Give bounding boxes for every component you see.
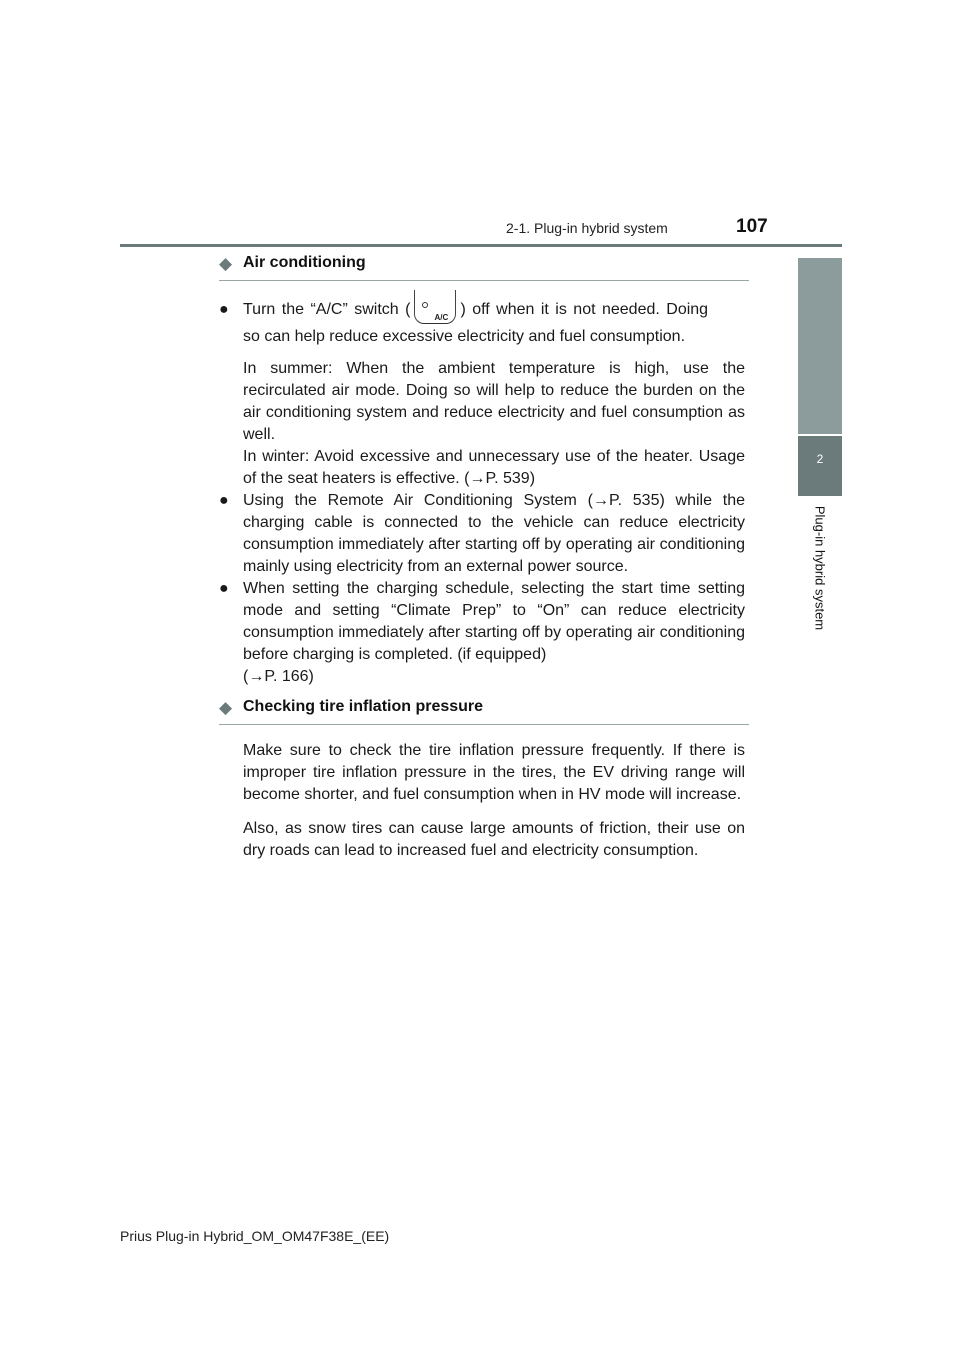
bullet-3-reference: (→P. 166) [243,668,314,685]
side-tab-number: 2 [816,452,824,466]
section-heading-air-conditioning [219,252,749,281]
bullet-1-text-post: ) off when it is not needed. Doing [460,301,709,318]
page-number: 107 [736,216,768,237]
bullet-3-text: When setting the charging schedule, selecting the start time setting mode and setting “Climate Prep” to “On” can reduce electricity consumption immediately after starting off by operating air conditioning before charging is completed. (if equipped) [243,580,745,663]
bullet-1-line-1 [243,292,745,328]
diamond-icon: ◆ [219,698,233,717]
bullet-1-line-2: so can help reduce excessive electricity and fuel consumption. [243,328,686,345]
section-title: Air conditioning [243,254,366,271]
bullet-1-text-pre: Turn the “A/C” switch ( [243,301,411,318]
side-tab-block [798,258,842,434]
summer-paragraph: In summer: When the ambient temperature is high, use the recirculated air mode. Doing so will help to reduce the burden on the air conditioning system and reduce electricity and fuel consumption as well. [243,360,745,443]
ac-button-label: A/C [434,312,449,322]
tire-paragraph-1: Make sure to check the tire inflation pressure frequently. If there is improper tire inflation pressure in the tires, the EV driving range will become shorter, and fuel consumption when in HV mode will increase. [243,742,745,803]
header-rule [120,244,842,247]
section-heading-tire-pressure [219,696,749,725]
footer-document-id: Prius Plug-in Hybrid_OM_OM47F38E_(EE) [120,1228,390,1244]
diamond-icon: ◆ [219,254,233,273]
section-title: Checking tire inflation pressure [243,698,484,715]
bullet-icon: ● [219,301,229,318]
bullet-2-text: Using the Remote Air Conditioning System (→P. 535) while the charging cable is connected to the vehicle can reduce electricity consumption immediately after starting off by operating air conditioning mainly using electricity from an external power source. [243,492,745,575]
side-tab-label: Plug-in hybrid system [812,505,828,631]
side-tab-number-box [798,436,842,496]
header-section-title: 2-1. Plug-in hybrid system [506,220,668,236]
ac-switch-icon [414,290,456,324]
bullet-icon: ● [219,580,229,597]
winter-paragraph: In winter: Avoid excessive and unnecessary use of the heater. Usage of the seat heaters is effective. (→P. 539) [243,448,745,487]
bullet-icon: ● [219,492,229,509]
tire-paragraph-2: Also, as snow tires can cause large amounts of friction, their use on dry roads can lead to increased fuel and electricity consumption. [243,820,745,859]
ac-indicator-icon [422,302,428,308]
